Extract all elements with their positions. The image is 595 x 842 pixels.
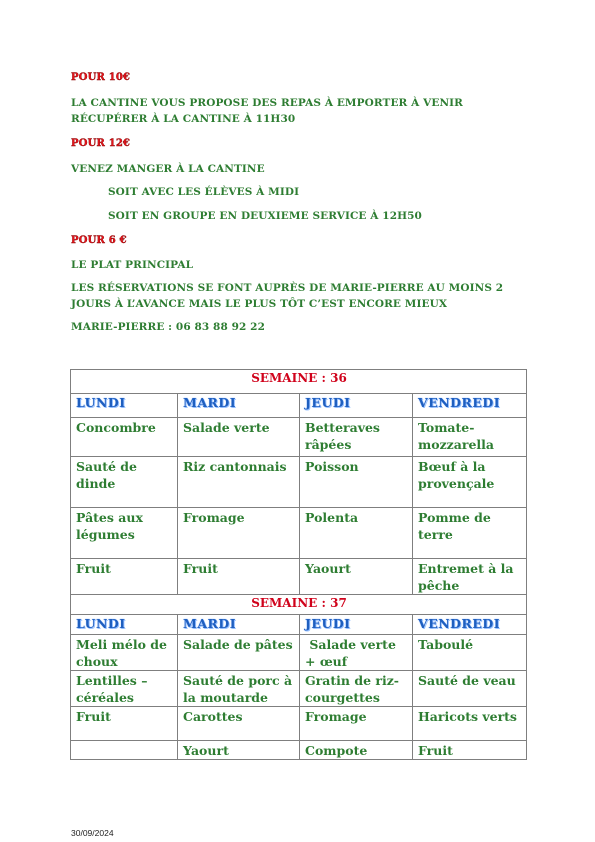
dish-cell: Pâtes aux légumes bbox=[71, 508, 178, 559]
dish-cell: Fruit bbox=[71, 707, 178, 741]
day-header-row bbox=[71, 615, 527, 635]
day-header: VENDREDI bbox=[413, 394, 527, 418]
dish-cell: Sauté de dinde bbox=[71, 457, 178, 508]
day-header: LUNDI bbox=[71, 615, 178, 635]
dish-cell: Fromage bbox=[178, 508, 300, 559]
dish-cell: Fruit bbox=[413, 741, 527, 760]
menu-row bbox=[71, 559, 527, 595]
price-6-heading: POUR 6 € bbox=[71, 235, 127, 246]
day-header: VENDREDI bbox=[413, 615, 527, 635]
dish-cell: Yaourt bbox=[178, 741, 300, 760]
eat-with-students-text: SOIT AVEC LES ÉLÈVES À MIDI bbox=[108, 186, 300, 198]
dish-cell: Polenta bbox=[300, 508, 413, 559]
dish-cell: Entremet à la pêche bbox=[413, 559, 527, 595]
menu-row bbox=[71, 635, 527, 671]
menu-row bbox=[71, 671, 527, 707]
contact-phone: MARIE-PIERRE : 06 83 88 92 22 bbox=[71, 321, 265, 333]
price-10-heading: POUR 10€ bbox=[71, 72, 131, 83]
dish-cell: Sauté de veau bbox=[413, 671, 527, 707]
dish-cell: Sauté de porc à la moutarde bbox=[178, 671, 300, 707]
dish-cell: Bœuf à la provençale bbox=[413, 457, 527, 508]
weekly-menu-table bbox=[70, 369, 527, 760]
dish-cell: Riz cantonnais bbox=[178, 457, 300, 508]
week-title: SEMAINE : 36 bbox=[71, 370, 527, 394]
day-header: LUNDI bbox=[71, 394, 178, 418]
day-header: MARDI bbox=[178, 615, 300, 635]
menu-row bbox=[71, 418, 527, 457]
dish-cell: Carottes bbox=[178, 707, 300, 741]
menu-row bbox=[71, 457, 527, 508]
dish-cell: Fruit bbox=[71, 559, 178, 595]
day-header: JEUDI bbox=[300, 615, 413, 635]
footer-date: 30/09/2024 bbox=[71, 828, 114, 838]
reservation-text-line1: LES RÉSERVATIONS SE FONT AUPRÈS DE MARIE-PIERRE AU MOINS 2 bbox=[71, 282, 504, 294]
dish-cell bbox=[71, 741, 178, 760]
day-header: MARDI bbox=[178, 394, 300, 418]
dish-cell: Pomme de terre bbox=[413, 508, 527, 559]
dish-cell: Salade verte + œuf bbox=[300, 635, 413, 671]
dish-cell: Yaourt bbox=[300, 559, 413, 595]
dish-cell: Tomate-mozzarella bbox=[413, 418, 527, 457]
day-header: JEUDI bbox=[300, 394, 413, 418]
week-header-row bbox=[71, 595, 527, 615]
reservation-text-line2: JOURS À L’AVANCE MAIS LE PLUS TÔT C’EST ENCORE MIEUX bbox=[71, 298, 448, 310]
week-header-row bbox=[71, 370, 527, 394]
dish-cell: Meli mélo de choux bbox=[71, 635, 178, 671]
dish-cell: Gratin de riz-courgettes bbox=[300, 671, 413, 707]
dish-cell: Haricots verts bbox=[413, 707, 527, 741]
price-12-heading: POUR 12€ bbox=[71, 138, 131, 149]
dish-cell: Taboulé bbox=[413, 635, 527, 671]
dish-cell: Salade de pâtes bbox=[178, 635, 300, 671]
dish-cell: Lentilles – céréales bbox=[71, 671, 178, 707]
dish-cell: Concombre bbox=[71, 418, 178, 457]
eat-in-group-text: SOIT EN GROUPE EN DEUXIEME SERVICE À 12H50 bbox=[108, 210, 422, 222]
dish-cell: Fruit bbox=[178, 559, 300, 595]
menu-row bbox=[71, 508, 527, 559]
main-dish-text: LE PLAT PRINCIPAL bbox=[71, 259, 194, 271]
dish-cell: Salade verte bbox=[178, 418, 300, 457]
dish-cell: Fromage bbox=[300, 707, 413, 741]
week-title: SEMAINE : 37 bbox=[71, 595, 527, 615]
dish-cell: Betteraves râpées bbox=[300, 418, 413, 457]
takeaway-text-line1: LA CANTINE VOUS PROPOSE DES REPAS À EMPORTER À VENIR bbox=[71, 97, 464, 109]
day-header-row bbox=[71, 394, 527, 418]
menu-row bbox=[71, 741, 527, 760]
menu-row bbox=[71, 707, 527, 741]
takeaway-text-line2: RÉCUPÉRER À LA CANTINE À 11H30 bbox=[71, 113, 296, 125]
dish-cell: Compote bbox=[300, 741, 413, 760]
dish-cell: Poisson bbox=[300, 457, 413, 508]
eat-in-text: VENEZ MANGER À LA CANTINE bbox=[71, 163, 265, 175]
